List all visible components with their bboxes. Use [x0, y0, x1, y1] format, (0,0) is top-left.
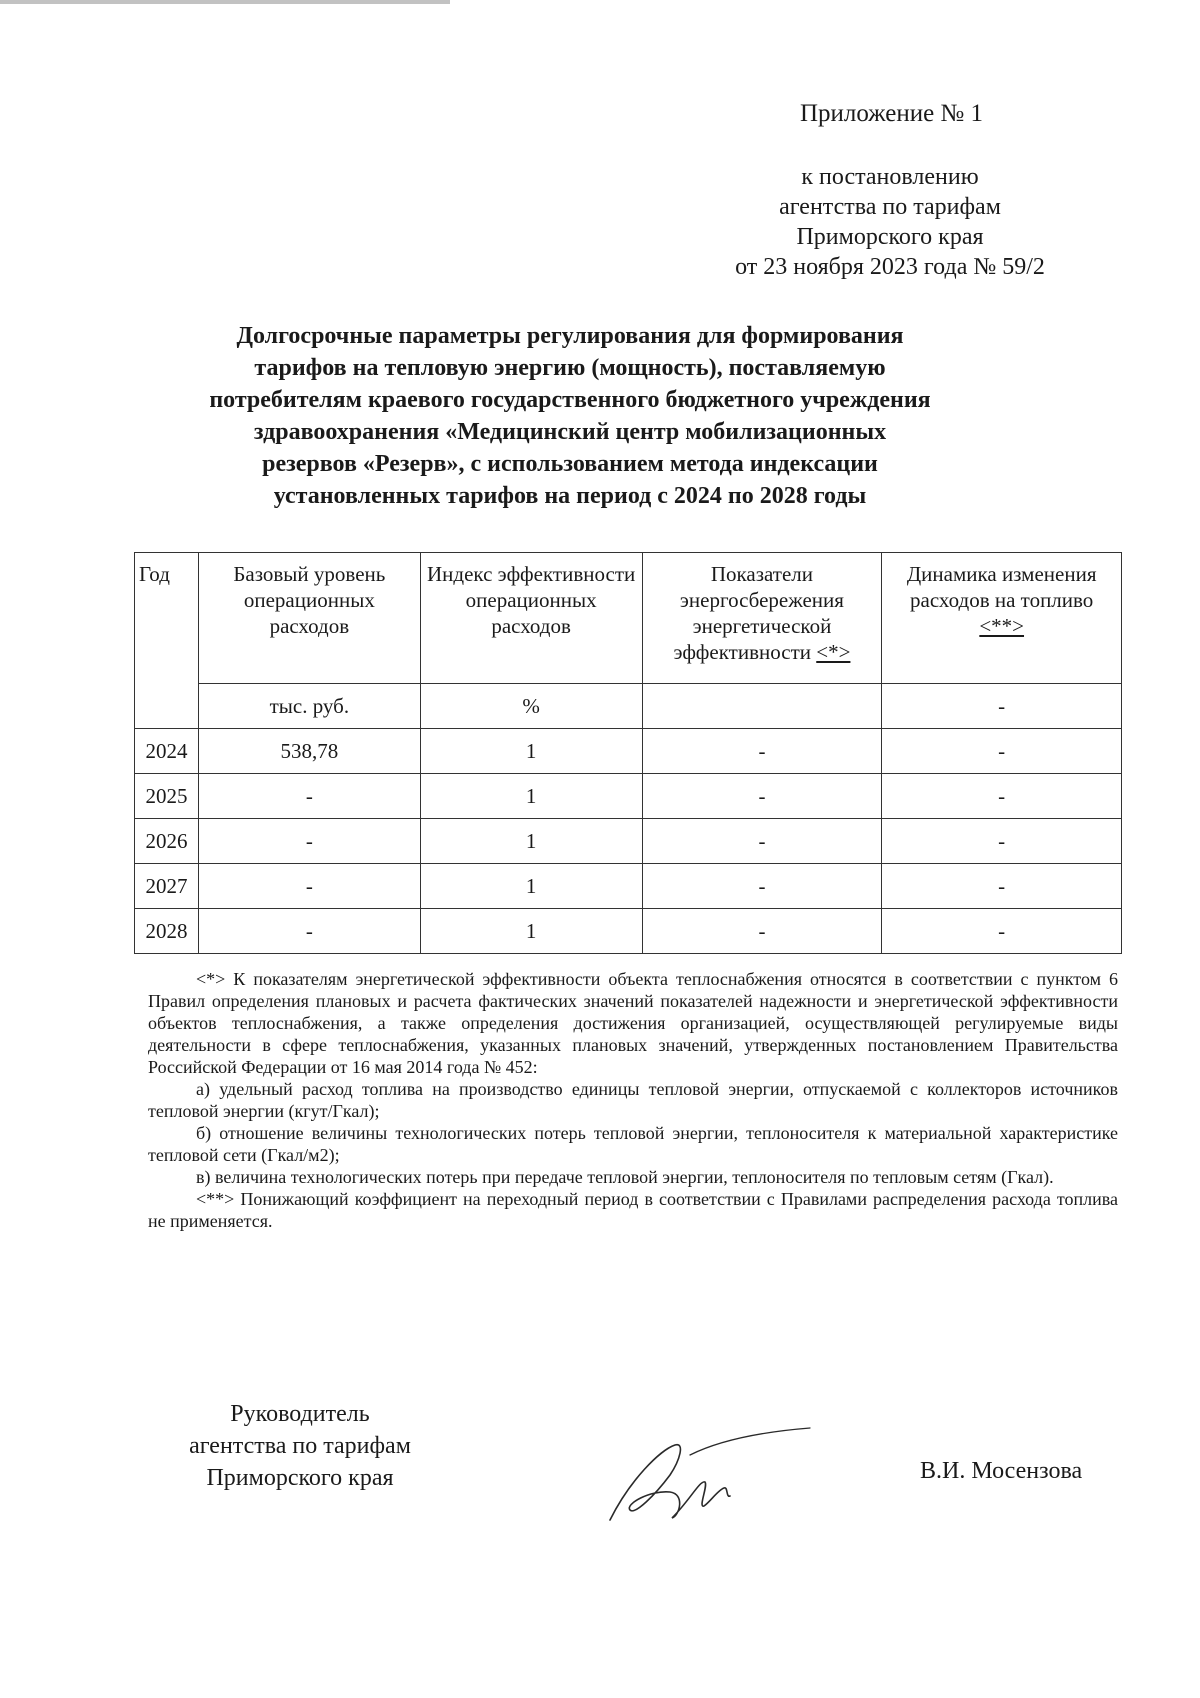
footnote-paragraph: в) величина технологических потерь при передаче тепловой энергии, теплоносителя по тепловым сетям (Гкал). — [196, 1167, 1054, 1187]
unit-index: % — [420, 684, 642, 729]
handwritten-signature — [600, 1420, 820, 1540]
appendix-reference — [680, 162, 1100, 282]
cell-energy: - — [642, 729, 882, 774]
header-base-level: Базовый уровень операционных расходов — [198, 553, 420, 684]
cell-index: 1 — [420, 819, 642, 864]
appendix-line: от 23 ноября 2023 года № 59/2 — [735, 254, 1045, 280]
title-line: здравоохранения «Медицинский центр мобилизационных — [253, 419, 887, 445]
header-fuel-dynamics — [882, 553, 1122, 684]
title-line: потребителям краевого государственного бюджетного учреждения — [209, 387, 931, 413]
signer-position-line: агентства по тарифам — [189, 1433, 411, 1459]
cell-fuel: - — [882, 774, 1122, 819]
header-year: Год — [135, 553, 199, 729]
cell-base: - — [198, 774, 420, 819]
cell-energy: - — [642, 774, 882, 819]
footnote-ref-2: <**> — [979, 614, 1025, 638]
table-row — [135, 909, 1122, 954]
header-efficiency-index: Индекс эффективности операционных расходов — [420, 553, 642, 684]
cell-base: 538,78 — [198, 729, 420, 774]
unit-energy — [642, 684, 882, 729]
unit-fuel: - — [882, 684, 1122, 729]
cell-index: 1 — [420, 729, 642, 774]
appendix-line: агентства по тарифам — [779, 194, 1001, 220]
signer-position — [150, 1398, 450, 1494]
parameters-table — [134, 552, 1122, 954]
cell-year: 2027 — [135, 864, 199, 909]
cell-fuel: - — [882, 864, 1122, 909]
cell-base: - — [198, 864, 420, 909]
appendix-line: Приморского края — [796, 224, 984, 250]
cell-index: 1 — [420, 909, 642, 954]
signer-name: В.И. Мосензова — [920, 1458, 1083, 1484]
cell-base: - — [198, 909, 420, 954]
cell-energy: - — [642, 864, 882, 909]
cell-energy: - — [642, 909, 882, 954]
cell-fuel: - — [882, 819, 1122, 864]
table-header-row — [135, 553, 1122, 684]
header-fuel-dynamics-text: Динамика изменения расходов на топливо — [906, 562, 1097, 612]
cell-fuel: - — [882, 909, 1122, 954]
cell-energy: - — [642, 819, 882, 864]
signer-position-line: Руководитель — [230, 1401, 370, 1427]
table-row — [135, 774, 1122, 819]
title-line: тарифов на тепловую энергию (мощность), поставляемую — [254, 355, 886, 381]
title-line: резервов «Резерв», с использованием метода индексации — [262, 451, 878, 477]
footnote-paragraph: <**> Понижающий коэффициент на переходный период в соответствии с Правилами распределения расхода топлива не применяется. — [148, 1189, 1118, 1231]
appendix-line: к постановлению — [801, 164, 979, 190]
document-title — [160, 320, 980, 512]
header-energy-saving-text: Показатели энергосбережения энергетической эффективности — [673, 562, 844, 664]
table-units-row — [135, 684, 1122, 729]
footnote-paragraph: <*> К показателям энергетической эффективности объекта теплоснабжения относятся в соответствии с пунктом 6 Правил определения плановых и расчета фактических значений показателей надежности и энергетической эффективности объектов теплоснабжения, а также определения достижения организацией, осуществляющей регулируемые виды деятельности в сфере теплоснабжения, указанных плановых значений, утвержденных постановлением Правительства Российской Федерации от 16 мая 2014 года № 452: — [148, 969, 1118, 1077]
footnote-paragraph: а) удельный расход топлива на производство единицы тепловой энергии, отпускаемой с коллекторов источников тепловой энергии (кгут/Гкал); — [148, 1079, 1118, 1121]
footnotes — [148, 968, 1118, 1232]
cell-index: 1 — [420, 774, 642, 819]
title-line: Долгосрочные параметры регулирования для формирования — [236, 323, 904, 349]
cell-year: 2024 — [135, 729, 199, 774]
appendix-number: Приложение № 1 — [800, 100, 984, 127]
footnote-paragraph: б) отношение величины технологических потерь тепловой энергии, теплоносителя к материальной характеристике тепловой сети (Гкал/м2); — [148, 1123, 1118, 1165]
table-row — [135, 729, 1122, 774]
title-line: установленных тарифов на период с 2024 по 2028 годы — [273, 483, 867, 509]
cell-index: 1 — [420, 864, 642, 909]
footnote-ref-1: <*> — [816, 640, 851, 664]
scan-edge-mark — [0, 0, 450, 4]
table-row — [135, 819, 1122, 864]
cell-base: - — [198, 819, 420, 864]
cell-fuel: - — [882, 729, 1122, 774]
header-energy-saving — [642, 553, 882, 684]
cell-year: 2025 — [135, 774, 199, 819]
cell-year: 2028 — [135, 909, 199, 954]
signer-position-line: Приморского края — [206, 1465, 394, 1491]
cell-year: 2026 — [135, 819, 199, 864]
unit-base: тыс. руб. — [198, 684, 420, 729]
table-row — [135, 864, 1122, 909]
